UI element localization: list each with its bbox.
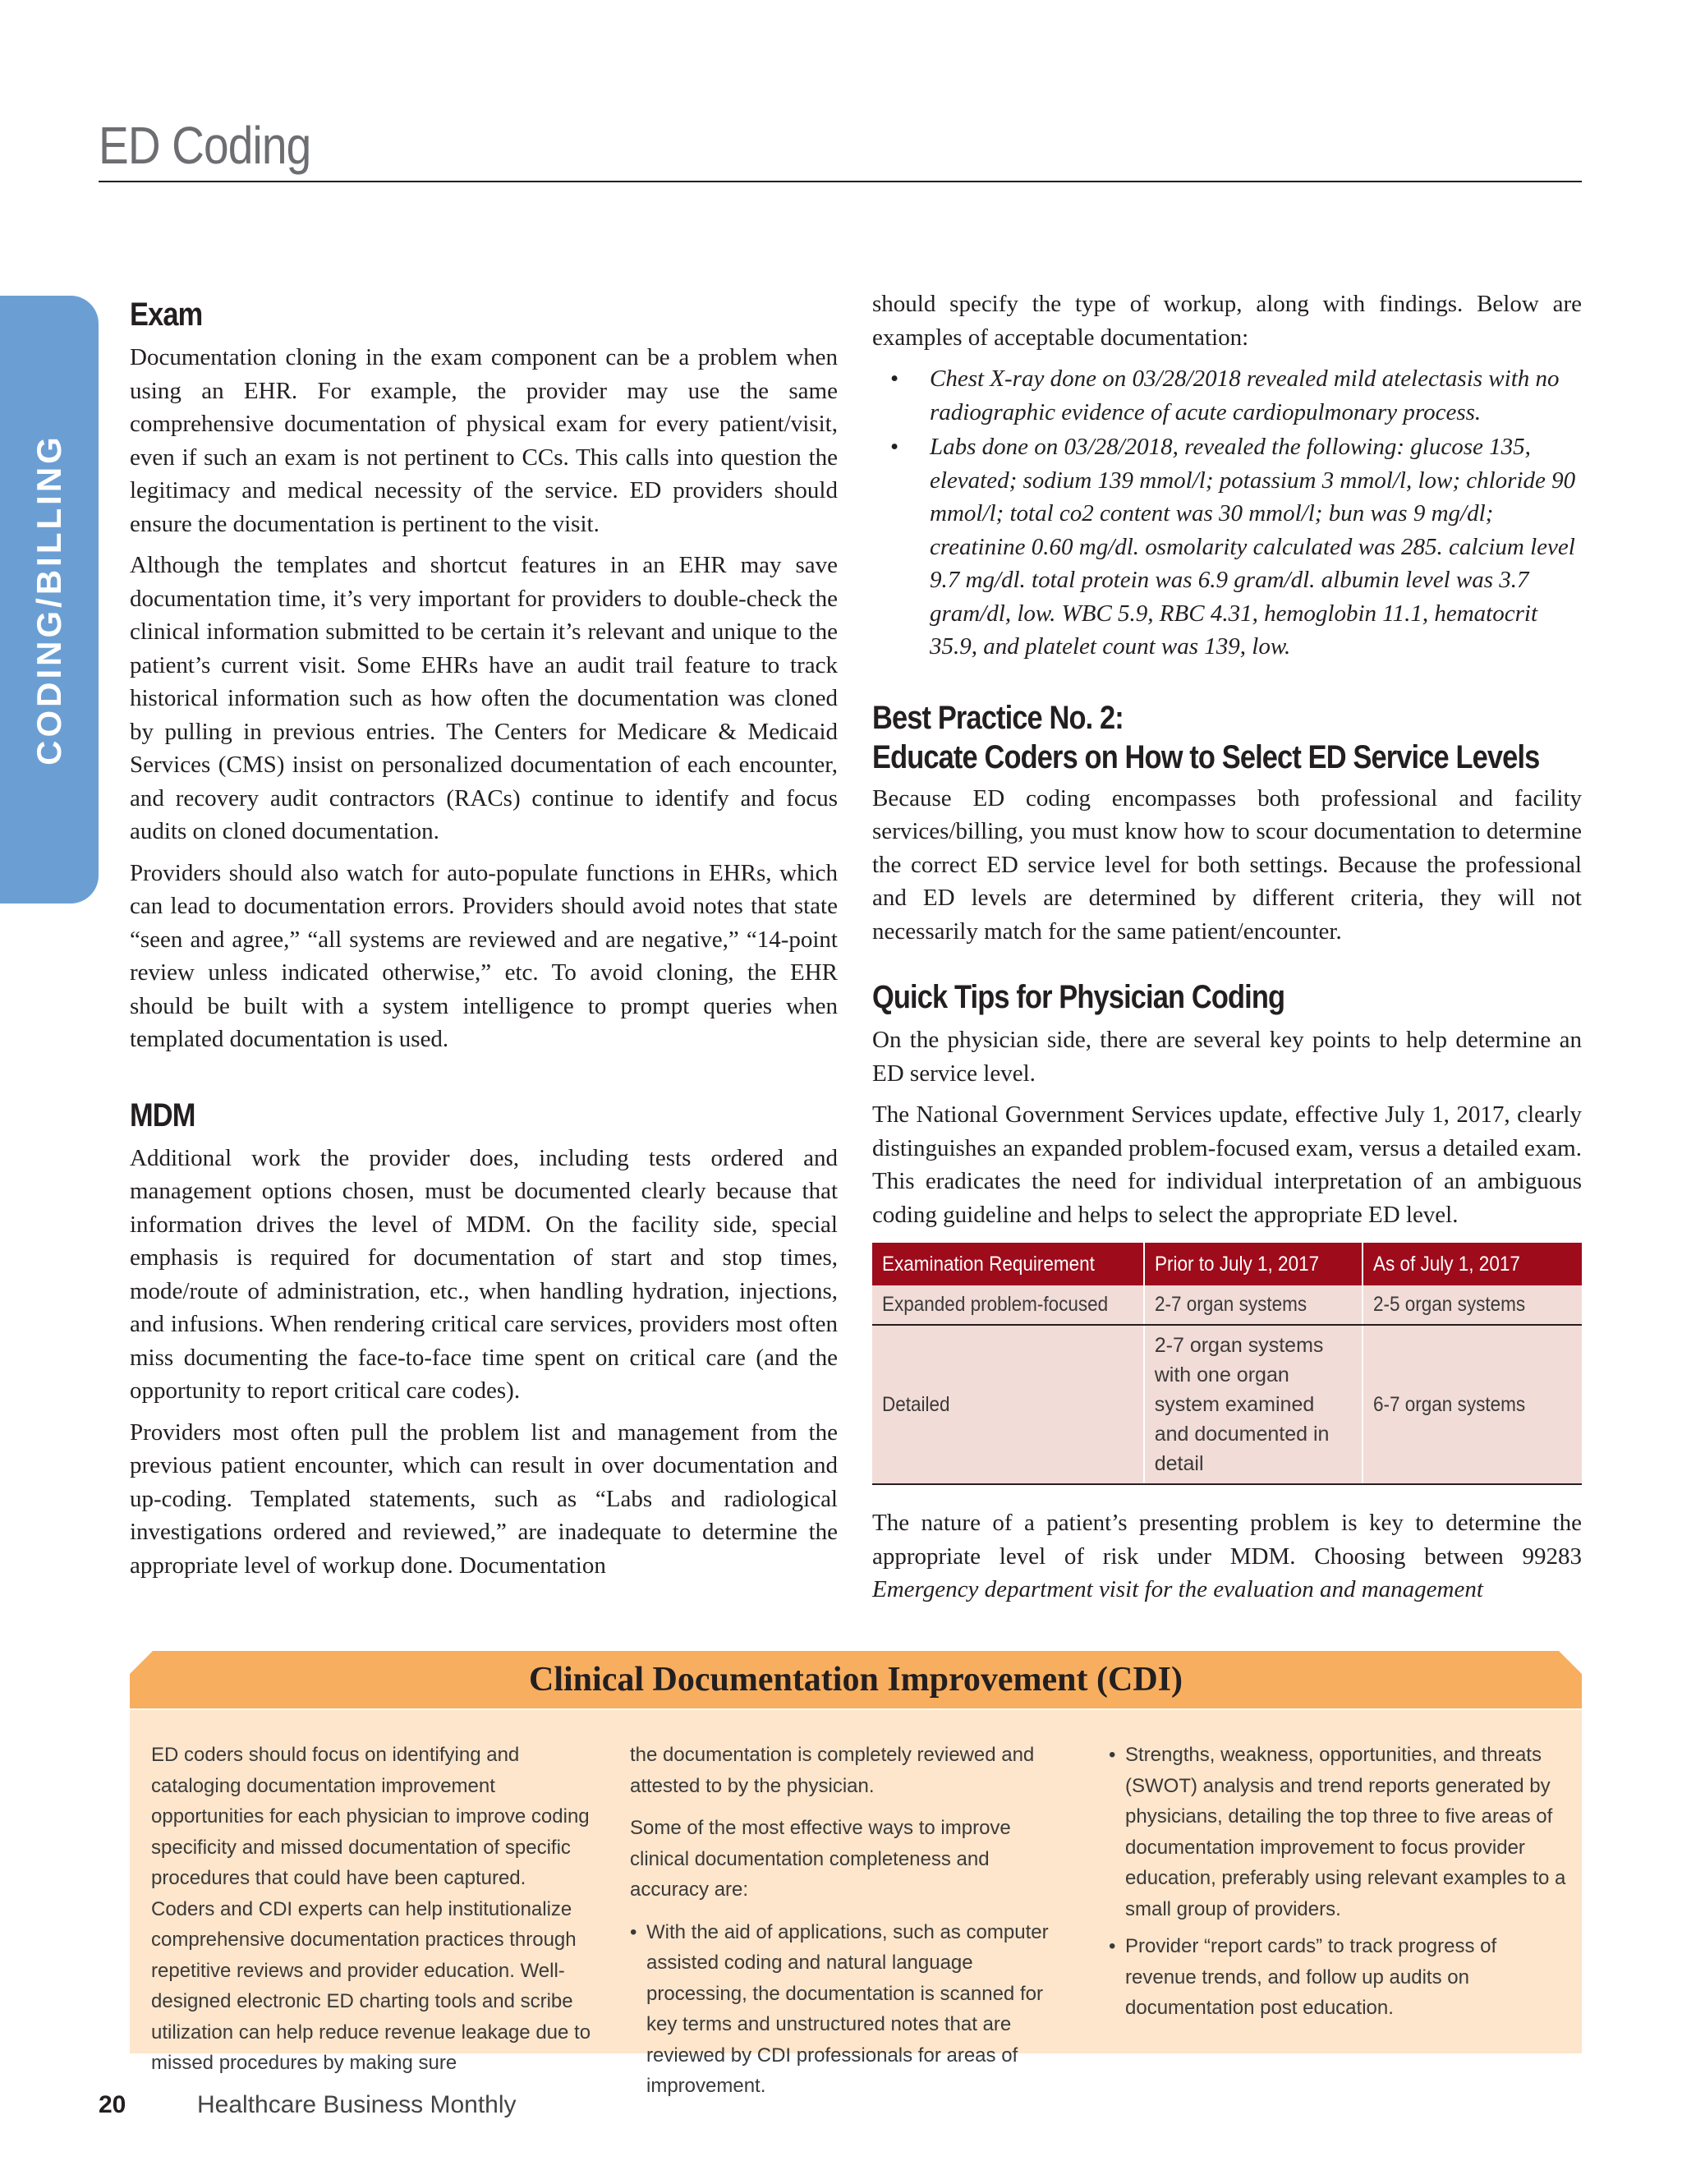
exam-paragraph: Documentation cloning in the exam component can be a problem when using an EHR. For example, the provider may use the same comprehensive documentation of physical exam for every patient/visit, even if such an exam is not pertinent to CCs. This calls into question the legitimacy and medical necessity of the service. ED providers should ensure the documentation is pertinent to the visit. [130,344,838,537]
list-item: • Chest X-ray done on 03/28/2018 revealed mild atelectasis with no radiographic evidence of acute cardiopulmonary process. [890,366,1560,425]
examples-intro: should specify the type of workup, along with findings. Below are examples of acceptable documentation: [872,291,1582,351]
publication-name: Healthcare Business Monthly [197,2091,517,2118]
exam-requirements-table [872,1243,1582,1485]
cdi-column-3 [1109,1740,1569,2030]
cdi-column-2 [630,1740,1073,2108]
right-column [872,287,1582,1615]
quick-tips-paragraph: On the physician side, there are several key points to help determine an ED service level. [872,1027,1582,1087]
table-header-cell: Prior to July 1, 2017 [1144,1243,1363,1285]
exam-paragraph: Although the templates and shortcut features in an EHR may save documentation time, it’s very important for providers to double-check the clinical information submitted to be certain it’s relevant and unique to the patient’s current visit. Some EHRs have an audit trail feature to track historical information such as how often the documentation was cloned by pulling in previous entries. The Centers for Medicare & Medicaid Services (CMS) insist on personalized documentation of each encounter, and recovery audit contractors (RACs) continue to identify and focus audits on cloned documentation. [130,552,838,844]
closing-paragraph: The nature of a patient’s presenting problem is key to determine the appropriate level of risk under MDM. Choosing between 99283 Emergency department visit for the evaluation and management [872,1510,1582,1602]
cdi-title: Clinical Documentation Improvement (CDI) [529,1661,1183,1699]
mdm-paragraph: Additional work the provider does, including tests ordered and management options chosen, must be documented clearly because that information drives the level of MDM. On the facility side, special emphasis is required for documentation of start and stop times, mode/route of administration, etc., when handling hydration, injections, and infusions. When rendering critical care services, providers most often miss documenting the face-to-face time spent on critical care (and the opportunity to report critical care codes). [130,1144,838,1404]
quick-tips-paragraph: The National Government Services update, effective July 1, 2017, clearly distinguishes an expanded problem-focused exam, versus a detailed exam. This eradicates the need for individual interpretation of an ambiguous coding guideline and helps to select the appropriate ED level. [872,1101,1582,1228]
page-number: 20 [99,2091,126,2118]
cdi-paragraph: ED coders should focus on identifying and cataloging documentation improvement opportunities for each physician to improve coding specificity and missed documentation of specific procedures that could have been captured. Coders and CDI experts can help institutionalize comprehensive documentation practices through repetitive reviews and provider education. Well-designed electronic ED charting tools and scribe utilization can help reduce revenue leakage due to missed procedures by making sure [151,1744,591,2074]
table-header-row [872,1243,1582,1285]
mdm-heading: MDM [130,1097,195,1133]
quick-tips-heading: Quick Tips for Physician Coding [872,979,1285,1015]
table-cell: Expanded problem-focused [872,1285,1144,1325]
table-cell: 6-7 organ systems [1363,1325,1582,1484]
table-row [872,1325,1582,1484]
table-cell: 2-5 organ systems [1363,1285,1582,1325]
table-cell: 2-7 organ systems [1144,1285,1363,1325]
best-practice-heading: Best Practice No. 2: Educate Coders on How to Select ED Service Levels [872,699,1540,775]
left-column [130,283,838,1590]
cdi-paragraph: Some of the most effective ways to improve clinical documentation completeness and accuracy are: [630,1817,1011,1901]
cdi-list [1109,1740,1569,2024]
list-item: • Strengths, weakness, opportunities, and threats (SWOT) analysis and trend reports generated by physicians, detailing the top three to five areas of documentation improvement to focus provider education, preferably using relevant examples to a small group of providers. [1109,1740,1569,1924]
table-row [872,1285,1582,1325]
table-cell: 2-7 organ systems with one organ system examined and documented in detail [1144,1325,1363,1484]
section-side-tab [0,296,99,903]
exam-heading: Exam [130,297,203,333]
page-header-title: ED Coding [99,116,311,175]
table-cell: Detailed [872,1325,1144,1484]
side-tab-label: CODING/BILLING [30,434,68,766]
cdi-list [630,1917,1073,2102]
mdm-paragraph: Providers most often pull the problem list and management from the previous patient encounter, which can result in over documentation and up-coding. Templated statements, such as “Labs and radiological investigations ordered and reviewed,” are inadequate to determine the appropriate level of workup done. Documentation [130,1418,838,1579]
table-header-cell: Examination Requirement [872,1243,1144,1285]
cdi-column-1 [151,1740,595,2090]
list-item: • Provider “report cards” to track progress of revenue trends, and follow up audits on documentation post education. [1109,1931,1569,2024]
header-rule [99,181,1582,182]
cdi-paragraph: the documentation is completely reviewed and attested to by the physician. [630,1744,1035,1797]
best-practice-paragraph: Because ED coding encompasses both professional and facility services/billing, you must know how to scour documentation to determine the correct ED service level for both settings. Because the professional and ED levels are determined by different criteria, they will not necessarily match for the same patient/encounter. [872,784,1582,945]
table-header-cell: As of July 1, 2017 [1363,1243,1582,1285]
exam-paragraph: Providers should also watch for auto-populate functions in EHRs, which can lead to documentation errors. Providers should avoid notes that state “seen and agree,” “all systems are reviewed and are negative,” “14-point review unless indicated otherwise,” etc. To avoid cloning, the EHR should be built with a system intelligence to prompt queries when templated documentation is used. [130,859,838,1052]
examples-list [872,362,1582,664]
list-item: • With the aid of applications, such as computer assisted coding and natural language processing, the documentation is scanned for key terms and unstructured notes that are reviewed by CDI professionals for areas of improvement. [630,1917,1073,2102]
list-item: • Labs done on 03/28/2018, revealed the following: glucose 135, elevated; sodium 139 mmol/l; potassium 3 mmol/l, low; chloride 90 mmol/l; total co2 content was 30 mmol/l; bun was 9 mg/dl; creatinine 0.60 mg/dl. osmolarity calculated was 285. calcium level 9.7 mg/dl. total protein was 6.9 gram/dl. albumin level was 3.7 gram/dl, low. WBC 5.9, RBC 4.31, hemoglobin 11.1, hematocrit 35.9, and platelet count was 139, low. [890,434,1576,660]
